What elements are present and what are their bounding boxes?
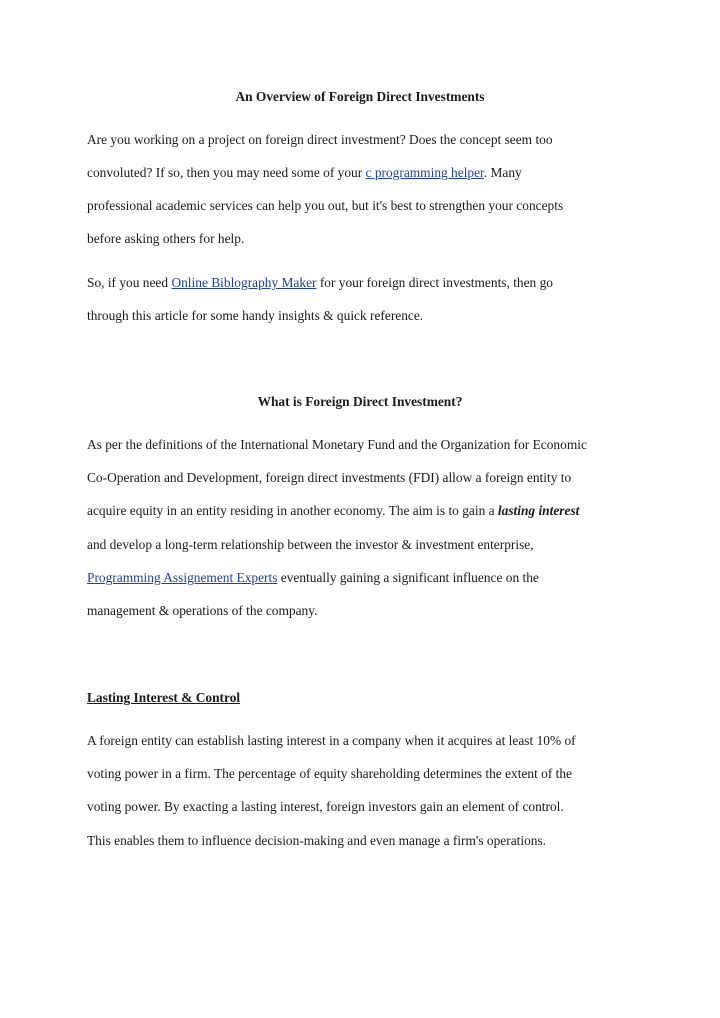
online-bibliography-maker-link[interactable]: Online Biblography Maker	[171, 275, 317, 290]
para2-line-1	[87, 274, 553, 292]
intro-text: convoluted? If so, then you may need some of your	[87, 165, 366, 180]
para2-text: for your foreign direct investments, then go	[316, 275, 553, 290]
section1-line-5	[87, 569, 539, 587]
intro-line-2	[87, 164, 522, 182]
para2-line-2: through this article for some handy insights & quick reference.	[87, 308, 424, 323]
section1-line-6: management & operations of the company.	[87, 603, 318, 618]
programming-assignment-experts-link[interactable]: Programming Assignement Experts	[87, 570, 278, 585]
intro-line-4: before asking others for help.	[87, 231, 245, 246]
document-title: An Overview of Foreign Direct Investments	[235, 89, 485, 104]
section1-text: eventually gaining a significant influence on the	[277, 570, 539, 585]
section1-line-2: Co-Operation and Development, foreign direct investments (FDI) allow a foreign entity to	[87, 470, 572, 485]
section2-line-1: A foreign entity can establish lasting interest in a company when it acquires at least 10% of	[87, 733, 576, 748]
c-programming-helper-link[interactable]: c programming helper	[365, 165, 484, 180]
lasting-interest-emphasis: lasting interest	[497, 503, 580, 518]
section1-text: acquire equity in an entity residing in another economy. The aim is to gain a	[87, 503, 498, 518]
section2-line-2: voting power in a firm. The percentage of equity shareholding determines the extent of the	[87, 766, 573, 781]
section2-line-3: voting power. By exacting a lasting interest, foreign investors gain an element of control.	[87, 799, 564, 814]
para2-text: So, if you need	[87, 275, 172, 290]
intro-line-1: Are you working on a project on foreign direct investment? Does the concept seem too	[87, 132, 553, 147]
intro-line-3: professional academic services can help you out, but it's best to strengthen your concepts	[87, 198, 564, 213]
section1-line-1: As per the definitions of the International Monetary Fund and the Organization for Economic	[87, 437, 587, 452]
section1-heading: What is Foreign Direct Investment?	[257, 394, 463, 409]
intro-text: . Many	[483, 165, 522, 180]
section1-line-4: and develop a long-term relationship between the investor & investment enterprise,	[87, 537, 534, 552]
section2-line-4: This enables them to influence decision-making and even manage a firm's operations.	[87, 833, 547, 848]
section1-line-3	[87, 502, 579, 520]
section2-heading: Lasting Interest & Control	[87, 690, 241, 705]
